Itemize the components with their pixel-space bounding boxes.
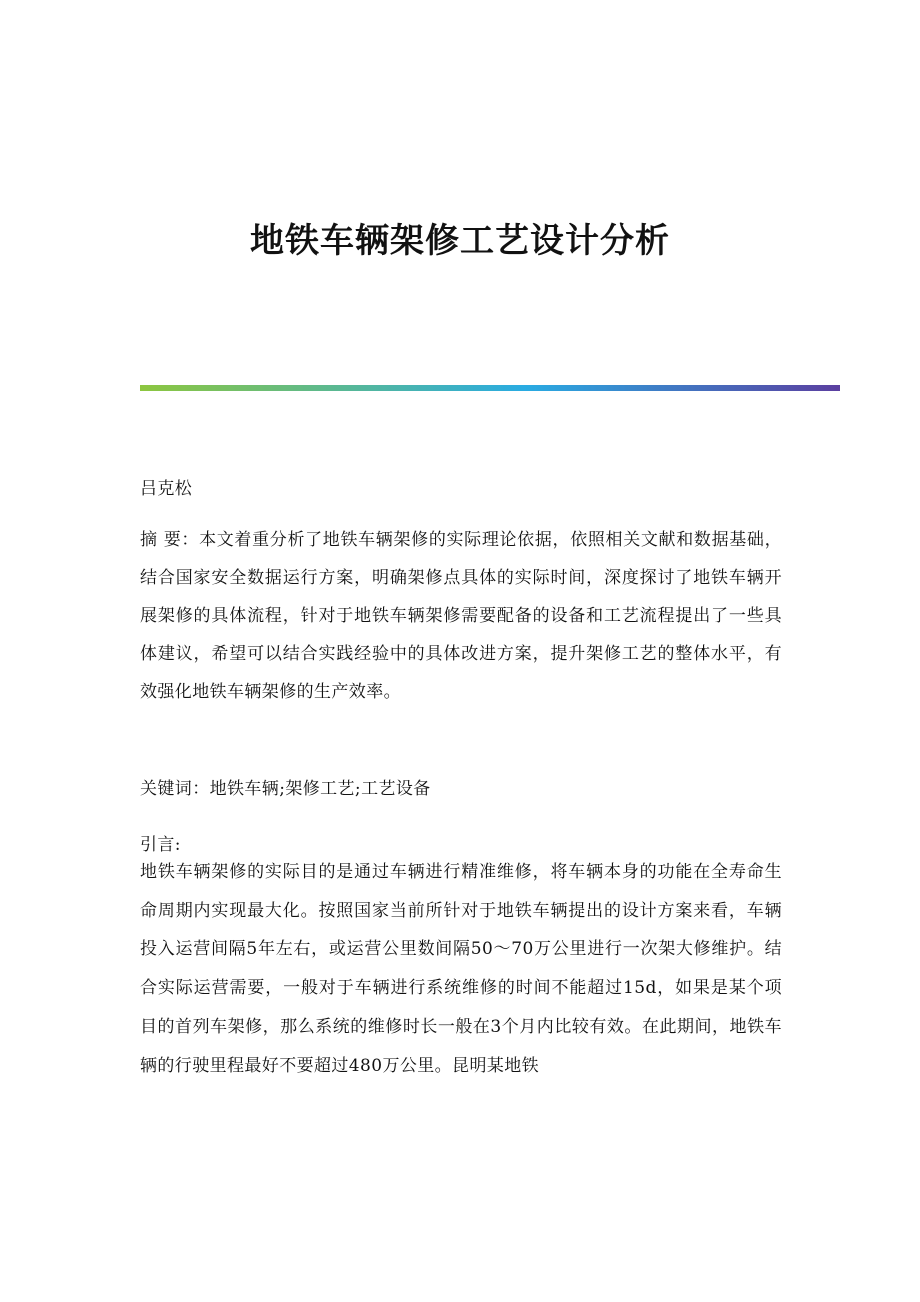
- keywords-line: [140, 770, 782, 808]
- abstract-label: 摘 要：: [140, 530, 200, 550]
- intro-heading: 引言:: [140, 835, 181, 855]
- body-paragraph: 地铁车辆架修的实际目的是通过车辆进行精准维修，将车辆本身的功能在全寿命生命周期内实现最大化。按照国家当前所针对于地铁车辆提出的设计方案来看，车辆投入运营间隔5年左右，或运营公里数间隔50～70万公里进行一次架大修维护。结合实际运营需要，一般对于车辆进行系统维修的时间不能超过15d，如果是某个项目的首列车架修，那么系统的维修时长一般在3个月内比较有效。在此期间，地铁车辆的行驶里程最好不要超过480万公里。昆明某地铁: [140, 862, 782, 1076]
- keywords-label: 关键词：: [140, 779, 210, 799]
- keywords-text: 地铁车辆;架修工艺;工艺设备: [209, 779, 431, 799]
- document-title: 地铁车辆架修工艺设计分析: [250, 221, 670, 261]
- abstract-text: 本文着重分析了地铁车辆架修的实际理论依据，依照相关文献和数据基础，结合国家安全数据运行方案，明确架修点具体的实际时间，深度探讨了地铁车辆开展架修的具体流程，针对于地铁车辆架修需要配备的设备和工艺流程提出了一些具体建议，希望可以结合实践经验中的具体改进方案，提升架修工艺的整体水平，有效强化地铁车辆架修的生产效率。: [140, 530, 782, 702]
- title-divider-gradient: [140, 385, 840, 391]
- abstract-paragraph: [140, 521, 782, 711]
- author-name: 吕克松: [140, 479, 193, 499]
